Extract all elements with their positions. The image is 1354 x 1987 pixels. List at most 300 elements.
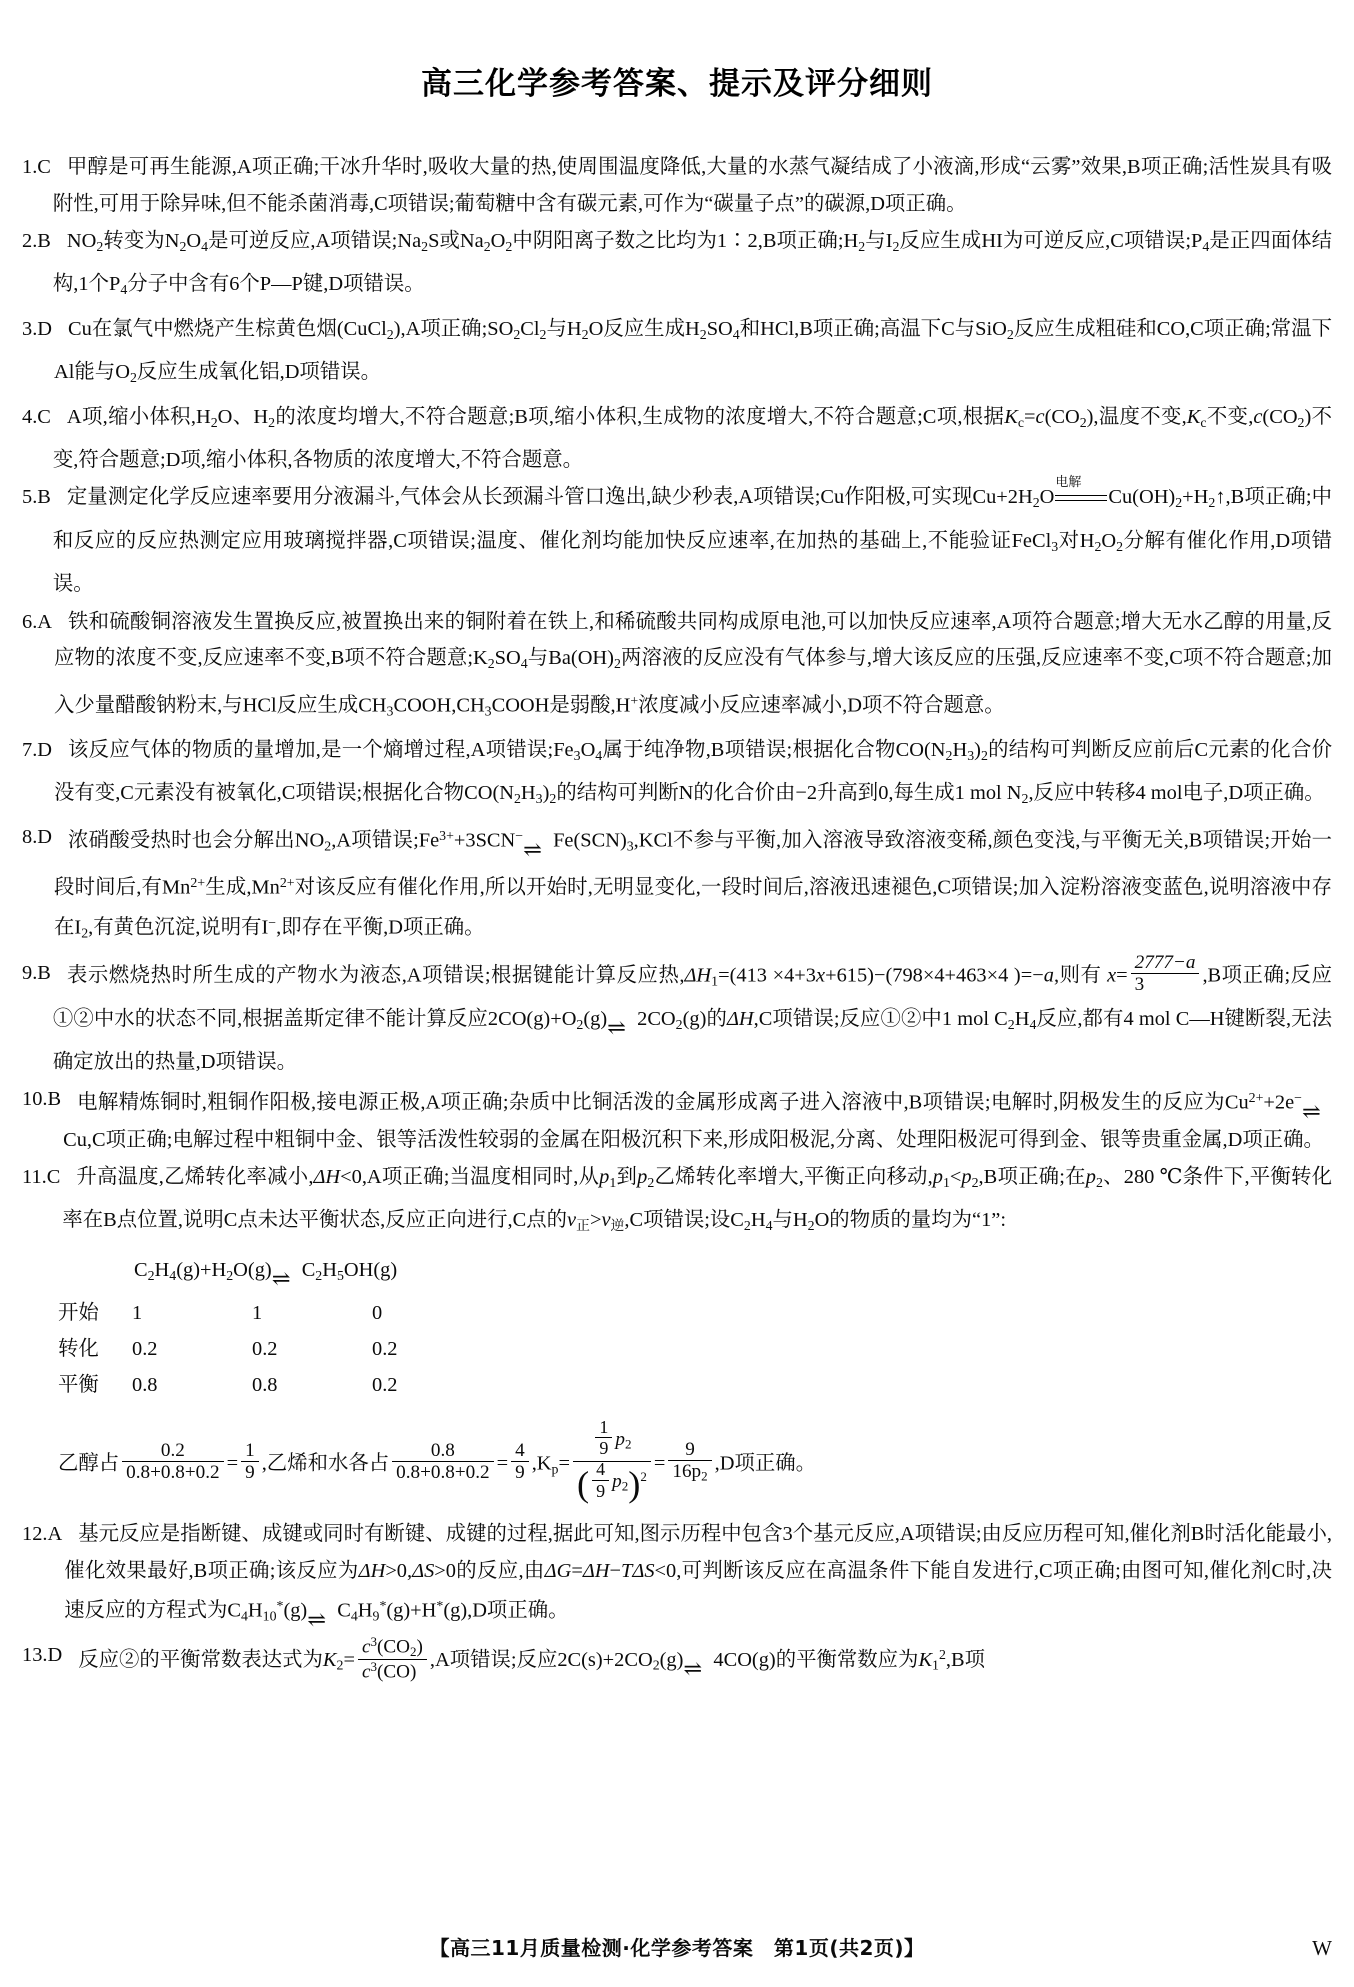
inner-fraction: [595, 1417, 612, 1458]
fraction: [511, 1440, 529, 1484]
txt: =: [343, 1649, 355, 1672]
subscript: 2: [513, 327, 521, 343]
answer-item-10: [22, 1081, 1332, 1158]
txt: (g): [283, 1600, 308, 1623]
txt: ,即存在平衡,D项正确。: [276, 917, 485, 940]
subscript: 2: [513, 791, 521, 807]
math-symbol: v: [567, 1209, 577, 1232]
txt: 浓度减小反应速率减小,D项不符合题意。: [638, 694, 1005, 717]
txt: 乙烯转化率增大,平衡正向移动,: [654, 1166, 933, 1189]
answer-item-7: [22, 732, 1332, 819]
txt: 反应生成HI为可逆反应,C项错误;P: [899, 230, 1203, 252]
superscript: 2+: [190, 876, 206, 892]
equilibrium-arrow-icon: [272, 1261, 302, 1281]
subscript: 4: [520, 657, 528, 672]
txt: <: [949, 1166, 962, 1189]
subscript: 2: [179, 239, 187, 255]
superscript: +: [630, 693, 639, 709]
txt: 4CO(g)的平衡常数应为: [713, 1649, 919, 1672]
subscript: 2: [1006, 327, 1014, 343]
superscript: 2: [640, 1469, 647, 1485]
math-symbol: x: [1107, 964, 1117, 987]
math-symbol: p: [961, 1166, 972, 1189]
fraction-numerator: 4: [511, 1440, 529, 1462]
subscript: 2: [621, 1478, 629, 1494]
fraction-denominator: [573, 1459, 651, 1504]
math-symbol: K: [1186, 405, 1201, 428]
fraction-numerator: 0.2: [122, 1440, 223, 1462]
txt: 基元反应是指断键、成键或同时有断键、成键的过程,据此可知,图示历程中包含3个基元反应,A项错误;由反应历程可知,催化剂B时活化能最小,催化效果最好,B项正确;该反应为: [64, 1523, 1332, 1582]
subscript: 2: [647, 1175, 655, 1191]
math-symbol: T: [621, 1559, 633, 1582]
fraction-denominator: 9: [596, 1480, 606, 1501]
math-symbol: K: [918, 1649, 933, 1672]
answers-list: [0, 149, 1354, 1686]
superscript: −: [1294, 1091, 1302, 1107]
superscript: *: [379, 1599, 387, 1615]
txt: H: [247, 1600, 263, 1623]
txt: Cu在氯气中燃烧产生棕黄色烟(CuCl: [68, 317, 387, 340]
txt: H: [750, 1209, 766, 1232]
txt: >0,: [385, 1559, 413, 1582]
txt: ,反应中转移4 mol电子,D项正确。: [1028, 781, 1325, 804]
subscript: 4: [240, 1609, 248, 1625]
answer-text-9: [52, 951, 1332, 1081]
txt: H: [322, 1258, 337, 1281]
txt: ,: [531, 1452, 537, 1475]
txt: ): [974, 738, 981, 761]
ice-cell: 0.2: [252, 1337, 278, 1360]
subscript: 2: [483, 239, 491, 255]
subscript: 2: [81, 927, 89, 942]
subscript: 2: [1095, 1175, 1103, 1191]
fraction: [1131, 952, 1200, 996]
math-symbol: ΔH: [582, 1559, 610, 1582]
txt: 电解精炼铜时,粗铜作阳极,接电源正极,A项正确;杂质中比铜活泼的金属形成离子进入溶液中,B项错误;电解时,阴极发生的反应为Cu: [77, 1092, 1249, 1115]
subscript: 2: [652, 1659, 660, 1675]
answer-number-13: 13.D: [22, 1644, 63, 1667]
answer-item-3: [22, 311, 1332, 398]
subscript: 1: [609, 1175, 617, 1191]
answer-text-2: [53, 223, 1332, 310]
ice-cell: 0.2: [372, 1337, 398, 1360]
txt: (g): [583, 1007, 608, 1030]
page-footer: [0, 1932, 1354, 1961]
txt: ,有黄色沉淀,说明有I: [88, 917, 269, 940]
txt: =(413 ×4+3: [718, 964, 817, 987]
txt: ,乙烯和水各占: [261, 1452, 390, 1475]
ice-cell: 1: [252, 1301, 263, 1324]
txt: =: [558, 1452, 570, 1475]
math-symbol: ΔS: [412, 1559, 435, 1582]
answer-text-4: [53, 399, 1332, 479]
txt: O: [580, 738, 596, 761]
fraction: [358, 1635, 427, 1683]
fraction: [392, 1440, 493, 1484]
superscript: 2+: [279, 876, 295, 892]
answer-number-6: 6.A: [22, 610, 53, 633]
txt: C: [301, 1258, 316, 1281]
txt: (CO): [377, 1661, 417, 1683]
subscript: 3: [573, 748, 581, 764]
equilibrium-arrow-icon: [523, 832, 553, 852]
superscript: *: [276, 1599, 284, 1615]
ice-row-initial: [22, 1295, 1332, 1331]
txt: ,A项错误;Fe: [331, 829, 440, 852]
math-symbol: c: [361, 1635, 371, 1657]
subscript: 2: [1297, 415, 1305, 431]
math-symbol: K: [322, 1649, 337, 1672]
subscript: 10: [262, 1609, 277, 1625]
right-paren: ): [628, 1463, 641, 1504]
txt: C: [337, 1600, 351, 1623]
answer-number-9: 9.B: [22, 961, 51, 984]
subscript: 2: [1079, 415, 1087, 431]
txt: 和HCl,B项正确;高温下C与SiO: [739, 317, 1007, 340]
fraction-numerator: 0.8: [392, 1440, 493, 1462]
subscript: 2: [268, 415, 276, 431]
subscript: 4: [732, 327, 740, 343]
subscript: 2: [613, 657, 621, 672]
txt: 的浓度均增大,不符合题意;B项,缩小体积,生成物的浓度增大,不符合题意;C项,根据: [275, 405, 1005, 428]
answer-text-5: [52, 474, 1332, 602]
txt: 与Ba(OH): [527, 647, 614, 670]
txt: NO: [66, 230, 97, 252]
txt: <0,可判断该反应在高温条件下能自发进行,C项正确;由图可知,催化剂C时,决速反应的方程式为C: [64, 1559, 1332, 1623]
fraction-denominator: 9: [599, 1438, 609, 1459]
math-symbol: K: [536, 1452, 552, 1475]
superscript: 3+: [439, 829, 454, 845]
answer-text-12: [64, 1516, 1332, 1636]
txt: =: [496, 1452, 509, 1475]
subscript: 2: [336, 1659, 344, 1675]
txt: C: [134, 1258, 148, 1281]
page-title: 高三化学参考答案、提示及评分细则: [421, 66, 933, 102]
subscript: 2: [315, 1268, 323, 1284]
txt: SO: [494, 647, 521, 670]
txt: 中阴阳离子数之比均为1∶2,B项正确;H: [512, 230, 859, 252]
subscript: 2: [624, 1436, 632, 1452]
answer-number-3: 3.D: [22, 317, 53, 340]
equilibrium-arrow-icon: [607, 1010, 637, 1030]
subscript: 2: [1007, 1017, 1015, 1033]
math-symbol: ΔS: [632, 1559, 655, 1582]
txt: H: [952, 738, 968, 761]
txt: 不变,: [1206, 405, 1254, 428]
txt: ,B项: [945, 1649, 986, 1672]
subscript: 3: [1051, 539, 1059, 555]
txt: +615)−(798×4+463×4 )=−: [825, 964, 1044, 987]
txt: 对H: [1058, 529, 1095, 552]
superscript: −: [515, 829, 524, 845]
fraction-denominator: 0.8+0.8+0.2: [126, 1462, 220, 1484]
subscript: 2: [226, 1268, 234, 1284]
txt: ): [416, 1635, 423, 1657]
txt: 与H: [546, 317, 582, 340]
subscript: 9: [372, 1609, 380, 1625]
math-symbol: p: [1085, 1166, 1096, 1189]
math-symbol: ΔG: [544, 1559, 572, 1582]
txt: (g)+H: [176, 1258, 227, 1281]
superscript: 3: [370, 1633, 377, 1649]
txt: O的物质的量均为“1”:: [814, 1209, 1006, 1232]
subscript: 正: [576, 1219, 590, 1235]
fraction: [668, 1439, 711, 1485]
fraction-numerator: 2777−a: [1131, 952, 1200, 974]
answer-item-12: [22, 1516, 1332, 1636]
kp-calculation-line: [22, 1407, 1332, 1517]
txt: ,D项正确。: [714, 1452, 817, 1475]
subscript: 2: [581, 327, 589, 343]
math-symbol: x: [816, 964, 826, 987]
subscript: 2: [1032, 496, 1040, 512]
subscript: 2: [487, 657, 495, 672]
ice-row-label: 开始: [58, 1301, 99, 1324]
subscript: 1: [932, 1659, 939, 1675]
txt: 到: [616, 1166, 638, 1189]
txt: )不变,符合题意;D项,缩小体积,各物质的浓度增大,不符合题意。: [52, 405, 1332, 471]
subscript: 1: [711, 974, 719, 990]
txt: Fe(SCN): [553, 829, 627, 852]
txt: 的结构可判断N的化合价由−2升高到0,每生成1 mol N: [556, 781, 1022, 804]
math-symbol: ΔH: [726, 1007, 754, 1030]
subscript: 2: [743, 1219, 751, 1235]
answer-number-5: 5.B: [22, 486, 51, 509]
txt: COOH,CH: [393, 694, 485, 717]
fraction-numerator: [358, 1635, 427, 1661]
txt: ): [542, 781, 550, 804]
txt: 反应生成粗硅和CO,C项正确;常温下Al能与O: [54, 317, 1332, 384]
txt: 反应②的平衡常数表达式为: [78, 1649, 323, 1672]
ice-row-label: 平衡: [58, 1373, 99, 1396]
txt: (CO: [1044, 405, 1080, 428]
answer-text-8: [54, 819, 1332, 953]
txt: =: [1024, 405, 1036, 428]
answer-text-10: [63, 1081, 1332, 1158]
answer-text-6: [54, 604, 1332, 731]
txt: =: [571, 1559, 583, 1582]
ice-equation: [22, 1252, 1332, 1295]
subscript: 2: [807, 1219, 815, 1235]
fraction-denominator: 0.8+0.8+0.2: [396, 1462, 490, 1484]
txt: ,则有: [1053, 964, 1108, 987]
answer-text-1: [53, 149, 1332, 222]
txt: (CO: [1262, 405, 1298, 428]
answer-text-1-body: 甲醇是可再生能源,A项正确;干冰升华时,吸收大量的热,使周围温度降低,大量的水蒸气凝结成了小液滴,形成“云雾”效果,B项正确;活性炭具有吸附性,可用于除异味,但不能杀菌消毒,C项错误;葡萄糖中含有碳元素,可作为“碳量子点”的碳源,D项正确。: [52, 156, 1332, 215]
math-symbol: v: [601, 1209, 611, 1232]
subscript: 2: [980, 748, 988, 764]
math-symbol: K: [1004, 405, 1018, 428]
ice-cell: 0.2: [372, 1373, 398, 1396]
subscript: 2: [945, 748, 953, 764]
subscript: 2: [410, 1643, 417, 1659]
txt: H: [154, 1258, 170, 1281]
txt: ,C项错误;反应①②中1 mol C: [753, 1007, 1008, 1030]
txt: (g),D项正确。: [443, 1600, 569, 1623]
math-symbol: a: [1043, 964, 1054, 987]
txt: 转变为N: [103, 230, 180, 252]
txt: 该反应气体的物质的量增加,是一个熵增过程,A项错误;Fe: [68, 738, 574, 761]
double-line: [1055, 495, 1107, 501]
subscript: c: [1200, 415, 1207, 431]
txt: 浓硝酸受热时也会分解出NO: [68, 829, 325, 852]
txt: SO: [706, 317, 733, 340]
txt: ,B项正确;在: [978, 1166, 1086, 1189]
subscript: 3: [626, 839, 634, 855]
math-symbol: p: [599, 1166, 610, 1189]
txt: O: [490, 230, 506, 252]
subscript: 2: [1116, 539, 1124, 555]
txt: =: [1116, 964, 1128, 987]
txt: 是可逆反应,A项错误;Na: [208, 230, 422, 252]
fraction-numerator: 1: [595, 1417, 612, 1438]
txt: O: [1039, 486, 1055, 509]
answer-text-11: [62, 1159, 1332, 1246]
superscript: 2: [938, 1648, 946, 1664]
txt: 分子中含有6个P—P键,D项错误。: [127, 273, 425, 296]
subscript: 2: [505, 239, 513, 255]
txt: O反应生成H: [588, 317, 700, 340]
reaction-equals-icon: [307, 1602, 337, 1622]
answer-text-3: [54, 311, 1332, 398]
subscript: 2: [210, 415, 218, 431]
answer-item-8: [22, 819, 1332, 953]
answer-number-8: 8.D: [22, 826, 53, 849]
subscript: 2: [421, 239, 429, 255]
subscript: 2: [971, 1175, 979, 1191]
answer-item-13: [22, 1633, 1332, 1685]
txt: =: [653, 1452, 666, 1475]
subscript: p: [551, 1462, 559, 1478]
left-paren: (: [576, 1463, 590, 1504]
math-symbol: p: [637, 1166, 648, 1189]
subscript: 2: [1175, 496, 1183, 512]
subscript: 4: [765, 1219, 773, 1235]
txt: 定量测定化学反应速率要用分液漏斗,气体会从长颈漏斗管口逸出,缺少秒表,A项错误;Cu作阳极,可实现Cu+2H: [66, 486, 1033, 509]
subscript: 3: [386, 704, 394, 720]
txt: ),A项正确;SO: [393, 317, 514, 340]
ice-cell: 1: [132, 1301, 143, 1324]
txt: 属于纯净物,B项错误;根据化合物CO(N: [602, 738, 946, 761]
ice-cell: 0.8: [132, 1373, 158, 1396]
txt: +H: [1182, 486, 1209, 509]
subscript: 4: [595, 748, 603, 764]
txt: <0,A项正确;当温度相同时,从: [340, 1166, 600, 1189]
txt: H: [1014, 1007, 1030, 1030]
answer-item-11: [22, 1159, 1332, 1246]
txt: Cu,C项正确;电解过程中粗铜中金、银等活泼性较弱的金属在阳极沉积下来,形成阳极泥,分离、处理阳极泥可得到金、银等贵重金属,D项正确。: [63, 1128, 1324, 1151]
answer-item-9: [22, 951, 1332, 1081]
answer-text-7: [54, 732, 1332, 819]
subscript: 4: [169, 1268, 177, 1284]
footer-right-mark: W: [1312, 1936, 1332, 1960]
answer-item-4: [22, 399, 1332, 479]
txt: >: [589, 1209, 602, 1232]
answer-item-1: [22, 149, 1332, 222]
txt: ,B项正确;反应①②中水的状态不同,根据盖斯定律不能计算反应2CO(g)+O: [52, 964, 1332, 1030]
txt: H: [357, 1600, 373, 1623]
subscript: 3: [484, 704, 492, 720]
subscript: 2: [675, 1017, 683, 1033]
txt: OH(g): [343, 1258, 398, 1281]
answer-item-2: [22, 223, 1332, 310]
math-symbol: p: [932, 1166, 943, 1189]
subscript: 2: [324, 839, 332, 855]
txt: O(g): [233, 1258, 272, 1281]
footer-center-text: 【高三11月质量检测·化学参考答案 第1页(共2页)】: [429, 1936, 925, 1960]
subscript: 2: [892, 239, 900, 255]
fraction-kp: [573, 1417, 651, 1504]
txt: H: [520, 781, 536, 804]
math-symbol: ΔH: [313, 1166, 341, 1189]
txt: 对该反应有催化作用,所以开始时,无明显变化,一段时间后,溶液迅速褪色,C项错误;加入淀粉溶液变蓝色,说明溶液中存在I: [54, 876, 1332, 940]
ice-cell: 0.2: [132, 1337, 158, 1360]
txt: 两溶液的反应没有气体参与,增大该反应的压强,反应速率不变,C项不符合题意;加入少量醋酸钠粉末,与HCl反应生成CH: [54, 647, 1332, 717]
answer-number-2: 2.B: [22, 230, 51, 252]
math-symbol: ΔH: [684, 964, 712, 987]
equilibrium-arrow-icon: [683, 1651, 713, 1671]
superscript: 2+: [1248, 1091, 1264, 1107]
math-symbol: ΔH: [358, 1559, 386, 1582]
txt: 乙醇占: [58, 1452, 120, 1475]
subscript: 2: [386, 327, 394, 343]
subscript: 2: [96, 239, 104, 255]
ice-table: [22, 1252, 1332, 1403]
subscript: 4: [201, 239, 209, 255]
subscript: 2: [129, 371, 137, 386]
math-symbol: c: [1035, 405, 1045, 428]
ice-row-change: [22, 1331, 1332, 1367]
txt: (g)的: [682, 1007, 727, 1030]
math-symbol: c: [1253, 405, 1263, 428]
txt: COOH是弱酸,H: [491, 694, 631, 717]
math-symbol: c: [361, 1661, 371, 1683]
txt: 生成,Mn: [205, 876, 280, 899]
ice-cell: 0: [372, 1301, 383, 1324]
fraction-numerator: 1: [241, 1440, 259, 1462]
subscript: 2: [1094, 539, 1102, 555]
fraction: [122, 1440, 223, 1484]
fraction-denominator: [668, 1461, 711, 1484]
txt: (g): [659, 1649, 684, 1672]
txt: ,C项错误;设C: [624, 1209, 744, 1232]
txt: 反应,都有4 mol C—H键断裂,无法确定放出的热量,D项错误。: [52, 1007, 1332, 1073]
subscript: 4: [350, 1609, 358, 1625]
fraction-denominator: [358, 1660, 427, 1683]
superscript: *: [436, 1599, 444, 1615]
txt: 是正四面体结构,1个P: [52, 230, 1333, 296]
subscript: 5: [336, 1268, 344, 1284]
txt: ↑,B项正确;中和反应的反应热测定应用玻璃搅拌器,C项错误;温度、催化剂均能加快反应速率,在加热的基础上,不能验证FeCl: [52, 486, 1332, 552]
math-symbol: p: [612, 1471, 622, 1493]
fraction-denominator: 3: [1134, 974, 1145, 996]
subscript: 3: [535, 791, 543, 807]
subscript: 2: [147, 1268, 155, 1284]
txt: 与I: [865, 230, 893, 252]
txt: Cu(OH): [1108, 486, 1176, 509]
txt: −: [609, 1559, 622, 1582]
fraction-numerator: 4: [592, 1459, 609, 1480]
txt: ,A项错误;反应2C(s)+2CO: [429, 1649, 653, 1672]
subscript: 2: [858, 239, 866, 255]
subscript: 2: [576, 1017, 584, 1033]
txt: S或Na: [428, 230, 484, 252]
superscript: 3: [370, 1659, 377, 1675]
txt: 反应生成氧化铝,D项错误。: [136, 361, 381, 384]
txt: O: [1101, 529, 1117, 552]
txt: 2CO: [637, 1007, 676, 1030]
subscript: 2: [1208, 496, 1216, 512]
